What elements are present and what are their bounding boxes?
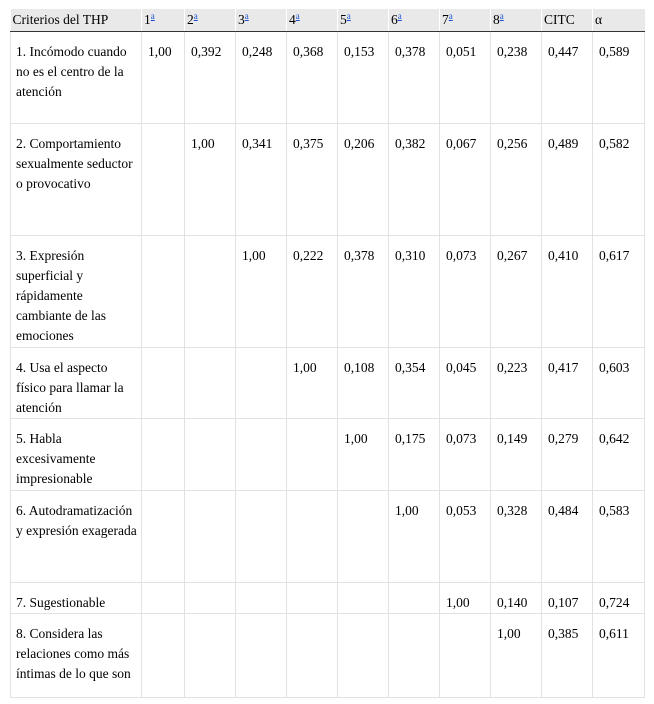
correlation-cell: 0,368 [287, 32, 338, 124]
correlation-cell [389, 583, 440, 614]
citc-cell: 0,447 [542, 32, 593, 124]
alpha-cell: 0,642 [593, 419, 645, 491]
header-item-5 [338, 9, 389, 32]
correlation-cell: 1,00 [142, 32, 185, 124]
correlation-cell [287, 419, 338, 491]
header-item-number: 5 [340, 12, 347, 27]
criterion-cell: 5. Habla excesivamente impresionable [11, 419, 142, 491]
header-item-3 [236, 9, 287, 32]
correlation-cell [389, 614, 440, 698]
criterion-cell: 8. Considera las relaciones como más íntimas de lo que son [11, 614, 142, 698]
header-item-7 [440, 9, 491, 32]
correlation-cell [338, 491, 389, 583]
footnote-link[interactable]: a [499, 11, 504, 21]
table-row [11, 491, 645, 583]
correlation-cell [142, 236, 185, 348]
correlation-cell [142, 419, 185, 491]
correlation-cell: 0,045 [440, 348, 491, 419]
correlation-cell: 0,149 [491, 419, 542, 491]
correlation-cell [142, 348, 185, 419]
header-alpha: α [593, 9, 645, 32]
correlation-cell [142, 124, 185, 236]
correlation-cell [185, 583, 236, 614]
correlation-cell: 0,375 [287, 124, 338, 236]
footnote-link[interactable]: a [150, 11, 155, 21]
header-citc: CITC [542, 9, 593, 32]
correlation-cell: 1,00 [338, 419, 389, 491]
alpha-cell: 0,589 [593, 32, 645, 124]
correlation-cell: 0,067 [440, 124, 491, 236]
correlation-cell: 1,00 [491, 614, 542, 698]
correlation-cell: 0,175 [389, 419, 440, 491]
correlation-cell [287, 583, 338, 614]
correlation-cell: 0,073 [440, 236, 491, 348]
correlation-cell [185, 491, 236, 583]
alpha-cell: 0,583 [593, 491, 645, 583]
correlation-cell [185, 614, 236, 698]
correlation-cell: 0,053 [440, 491, 491, 583]
header-item-number: 6 [391, 12, 398, 27]
correlation-cell [338, 583, 389, 614]
alpha-cell: 0,582 [593, 124, 645, 236]
correlation-cell [236, 491, 287, 583]
correlation-cell [236, 583, 287, 614]
correlation-cell: 0,382 [389, 124, 440, 236]
correlation-cell: 0,206 [338, 124, 389, 236]
citc-cell: 0,107 [542, 583, 593, 614]
footnote-link[interactable]: a [397, 11, 402, 21]
criterion-cell: 1. Incómodo cuando no es el centro de la atención [11, 32, 142, 124]
correlation-cell [142, 614, 185, 698]
correlation-cell [142, 491, 185, 583]
correlation-cell: 1,00 [440, 583, 491, 614]
criterion-cell: 7. Sugestionable [11, 583, 142, 614]
correlation-cell [236, 614, 287, 698]
footnote-link[interactable]: a [193, 11, 198, 21]
header-item-number: 8 [493, 12, 500, 27]
correlation-cell: 0,073 [440, 419, 491, 491]
correlation-cell: 0,378 [338, 236, 389, 348]
correlation-cell: 0,267 [491, 236, 542, 348]
correlation-cell: 1,00 [185, 124, 236, 236]
alpha-cell: 0,603 [593, 348, 645, 419]
table-row [11, 236, 645, 348]
header-item-number: 3 [238, 12, 245, 27]
table-row [11, 124, 645, 236]
citc-cell: 0,385 [542, 614, 593, 698]
citc-cell: 0,417 [542, 348, 593, 419]
criterion-cell: 6. Autodramatización y expresión exagerada [11, 491, 142, 583]
correlation-cell: 0,392 [185, 32, 236, 124]
correlation-cell: 0,328 [491, 491, 542, 583]
criterion-cell: 3. Expresión superficial y rápidamente cambiante de las emociones [11, 236, 142, 348]
citc-cell: 0,489 [542, 124, 593, 236]
header-item-number: 7 [442, 12, 449, 27]
table-row [11, 583, 645, 614]
correlation-cell [236, 419, 287, 491]
correlation-cell [440, 614, 491, 698]
header-item-1 [142, 9, 185, 32]
correlation-cell: 1,00 [236, 236, 287, 348]
correlation-cell: 0,378 [389, 32, 440, 124]
correlation-cell: 0,051 [440, 32, 491, 124]
correlation-cell: 0,140 [491, 583, 542, 614]
correlation-cell [287, 614, 338, 698]
correlation-cell [185, 348, 236, 419]
header-row [11, 9, 645, 32]
header-item-number: 2 [187, 12, 194, 27]
header-criteria: Criterios del THP [11, 9, 142, 32]
alpha-cell: 0,724 [593, 583, 645, 614]
citc-cell: 0,279 [542, 419, 593, 491]
alpha-cell: 0,611 [593, 614, 645, 698]
correlation-cell [185, 236, 236, 348]
correlation-cell: 0,108 [338, 348, 389, 419]
criterion-cell: 2. Comportamiento sexualmente seductor o provocativo [11, 124, 142, 236]
correlation-cell: 1,00 [389, 491, 440, 583]
header-item-number: 1 [144, 12, 151, 27]
header-item-6 [389, 9, 440, 32]
correlation-cell [142, 583, 185, 614]
criterion-cell: 4. Usa el aspecto físico para llamar la atención [11, 348, 142, 419]
header-item-4 [287, 9, 338, 32]
correlation-cell: 0,341 [236, 124, 287, 236]
correlation-cell: 0,223 [491, 348, 542, 419]
header-item-2 [185, 9, 236, 32]
correlation-cell: 0,310 [389, 236, 440, 348]
correlation-cell: 0,222 [287, 236, 338, 348]
citc-cell: 0,484 [542, 491, 593, 583]
table-row [11, 614, 645, 698]
correlation-cell: 0,256 [491, 124, 542, 236]
citc-cell: 0,410 [542, 236, 593, 348]
table-row [11, 348, 645, 419]
correlation-cell [287, 491, 338, 583]
correlation-cell [338, 614, 389, 698]
correlation-cell [236, 348, 287, 419]
correlation-table [10, 9, 645, 698]
footnote-link[interactable]: a [295, 11, 300, 21]
header-item-8 [491, 9, 542, 32]
correlation-cell: 0,248 [236, 32, 287, 124]
table-row [11, 32, 645, 124]
correlation-cell: 0,153 [338, 32, 389, 124]
correlation-cell: 1,00 [287, 348, 338, 419]
correlation-cell: 0,238 [491, 32, 542, 124]
correlation-cell: 0,354 [389, 348, 440, 419]
footnote-link[interactable]: a [346, 11, 351, 21]
footnote-link[interactable]: a [448, 11, 453, 21]
alpha-cell: 0,617 [593, 236, 645, 348]
correlation-cell [185, 419, 236, 491]
table-row [11, 419, 645, 491]
footnote-link[interactable]: a [244, 11, 249, 21]
header-item-number: 4 [289, 12, 296, 27]
